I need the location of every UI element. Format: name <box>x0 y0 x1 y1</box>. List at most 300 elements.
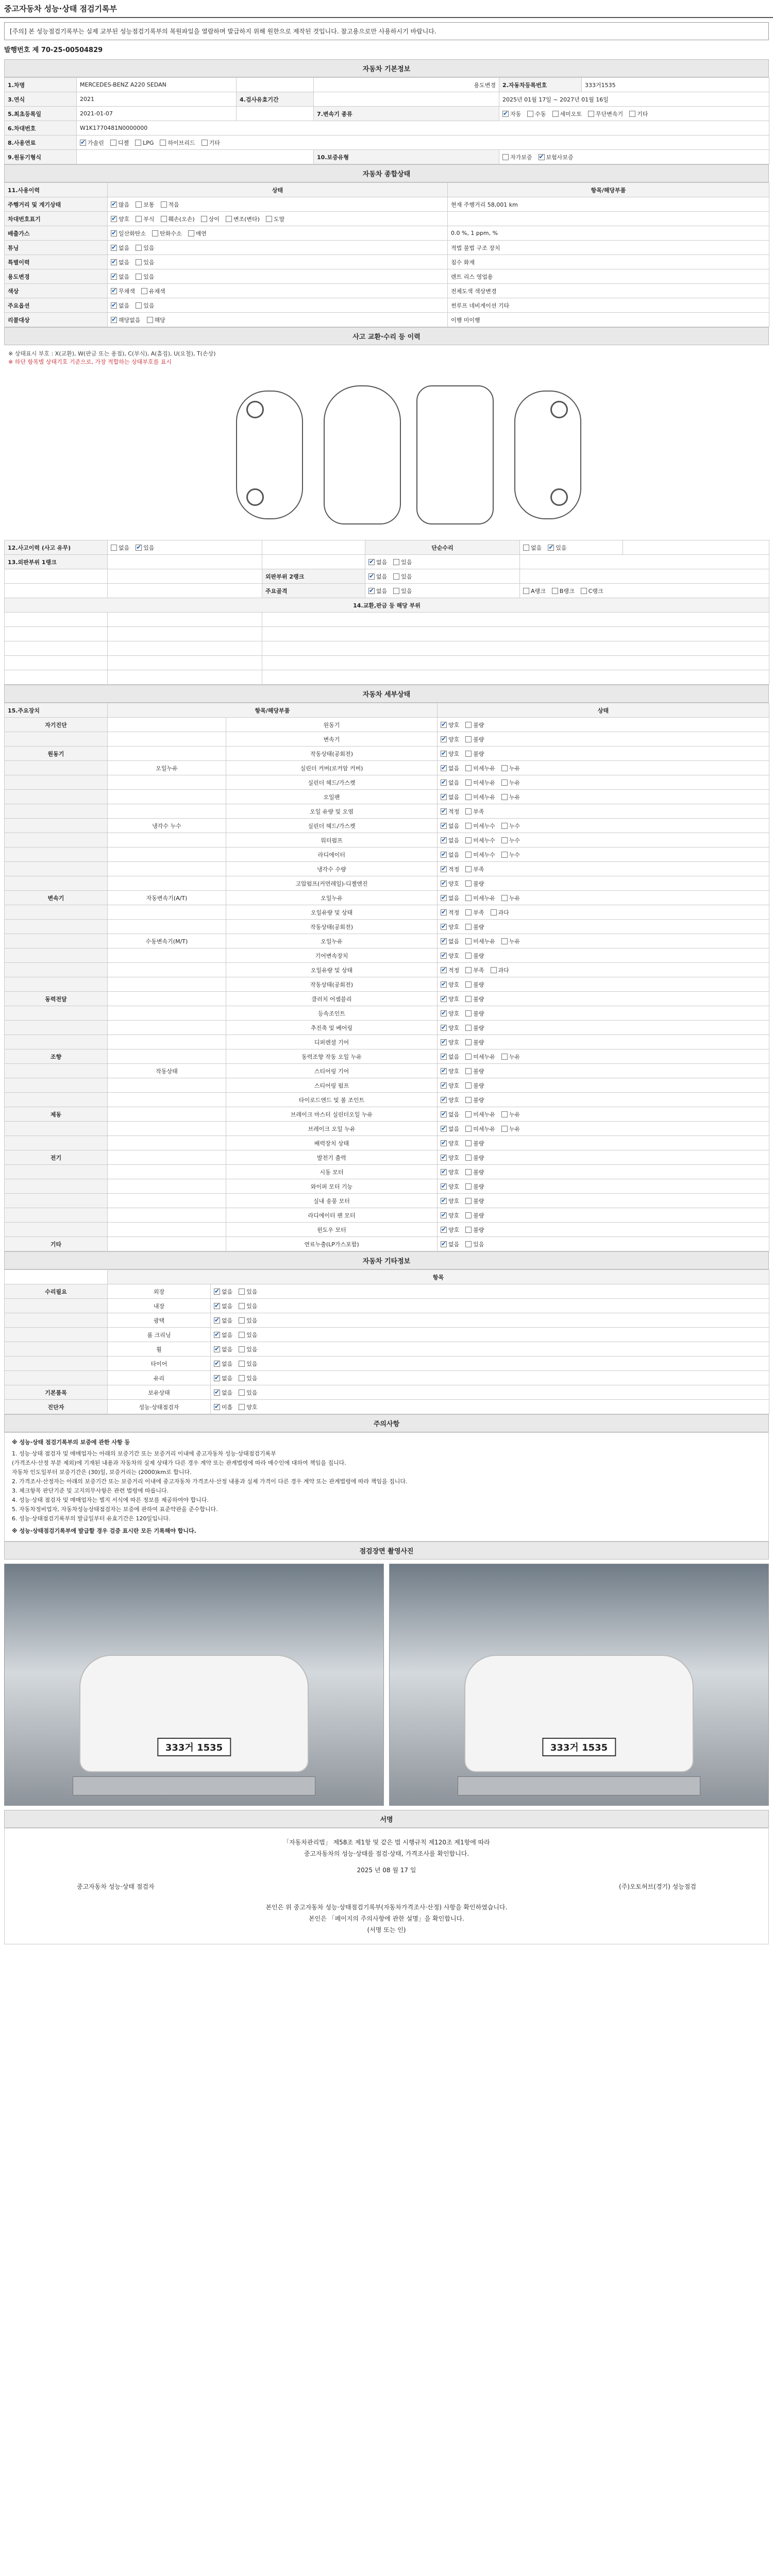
sub-label <box>108 1078 226 1093</box>
table-row <box>5 1208 769 1223</box>
item-label: 라디에이터 팬 모터 <box>226 1208 438 1223</box>
checkbox[interactable] <box>465 793 495 801</box>
checkbox[interactable] <box>491 908 509 917</box>
checkbox[interactable] <box>441 721 459 729</box>
checkbox[interactable] <box>441 1053 459 1061</box>
checkbox-label: 일산화탄소 <box>119 230 146 237</box>
checkbox[interactable] <box>441 1197 459 1205</box>
checkbox-label: 기타 <box>209 139 220 146</box>
checkbox-label: 불량 <box>473 1168 484 1176</box>
checkbox[interactable] <box>465 822 495 830</box>
checkbox[interactable] <box>581 587 603 595</box>
checkbox[interactable] <box>441 1038 459 1046</box>
checkbox[interactable] <box>501 937 520 945</box>
photo-row <box>4 1564 769 1806</box>
table-row <box>5 313 769 327</box>
checkbox[interactable] <box>111 273 129 281</box>
checkbox[interactable] <box>465 952 484 960</box>
checkbox-label: 불량 <box>473 721 484 728</box>
checkbox[interactable] <box>441 793 459 801</box>
checkbox[interactable] <box>80 139 104 147</box>
row-label: 특별이력 <box>5 255 108 269</box>
checkbox[interactable] <box>136 301 154 310</box>
checkbox[interactable] <box>111 287 135 295</box>
checkbox[interactable] <box>441 1125 459 1133</box>
table-row <box>5 891 769 905</box>
checkbox[interactable] <box>465 995 484 1003</box>
checkbox[interactable] <box>441 923 459 931</box>
checkbox-label: B랭크 <box>559 587 575 595</box>
table-row <box>5 747 769 761</box>
checkbox[interactable] <box>188 229 207 238</box>
document-title: 중고자동차 성능·상태 점검기록부 <box>0 0 773 18</box>
group-label: 전기 <box>5 1150 108 1165</box>
column-header: 항목/해당부품 <box>448 183 769 197</box>
checkbox[interactable] <box>465 1096 484 1104</box>
sub-label <box>108 790 226 804</box>
checkbox-label: 없음 <box>448 779 460 786</box>
checkbox[interactable] <box>501 1053 520 1061</box>
checkbox-label: 해당없음 <box>119 316 141 324</box>
item-label: 실내 송풍 모터 <box>226 1194 438 1208</box>
row-detail <box>448 212 769 226</box>
checkbox[interactable] <box>214 1345 232 1353</box>
checkbox[interactable] <box>441 1154 459 1162</box>
car-diagram <box>4 370 769 540</box>
checkbox-label: 불량 <box>473 995 484 1003</box>
checkbox[interactable] <box>465 1110 495 1118</box>
checkbox-label: 있음 <box>401 558 412 566</box>
checkbox[interactable] <box>441 937 459 945</box>
checkbox[interactable] <box>111 215 129 223</box>
checkbox[interactable] <box>161 215 195 223</box>
checkbox[interactable] <box>441 1067 459 1075</box>
checkbox-label: 누수 <box>509 851 520 858</box>
checkbox-label: C랭크 <box>588 587 603 595</box>
item-label: 실린더 헤드/가스켓 <box>226 775 438 790</box>
checkbox[interactable] <box>465 966 484 974</box>
notes-title: ※ 성능·상태 점검기록부의 보증에 관한 사항 등 <box>12 1439 130 1446</box>
checkbox-label: 양호 <box>448 1010 460 1017</box>
row-detail: 현재 주행거리 58,001 km <box>448 197 769 212</box>
checkbox[interactable] <box>539 153 574 161</box>
row-label: 리콜대상 <box>5 313 108 327</box>
checkbox[interactable] <box>441 995 459 1003</box>
section-accident: 사고 교환·수리 등 이력 <box>4 327 769 345</box>
checkbox[interactable] <box>465 721 484 729</box>
checkbox-label: 양호 <box>246 1403 258 1411</box>
checkbox[interactable] <box>147 316 165 324</box>
checkbox[interactable] <box>465 894 495 902</box>
row-label: 튜닝 <box>5 241 108 255</box>
checkbox[interactable] <box>136 244 154 252</box>
label: 9.원동기형식 <box>5 150 77 164</box>
label: 13.외판부위 1랭크 <box>5 555 108 569</box>
sub-label: 오일누유 <box>108 761 226 775</box>
checkbox-label: 적정 <box>448 808 460 815</box>
checkbox[interactable] <box>111 544 129 552</box>
table-row <box>5 977 769 992</box>
checkbox[interactable] <box>502 110 521 118</box>
checkbox[interactable] <box>441 778 459 787</box>
checkbox[interactable] <box>214 1287 232 1296</box>
checkbox[interactable] <box>141 287 165 295</box>
checkbox[interactable] <box>441 1168 459 1176</box>
checkbox[interactable] <box>501 836 520 844</box>
checkbox-label: 양호 <box>448 1183 460 1190</box>
checkbox-label: 미세누유 <box>473 894 495 902</box>
checkbox[interactable] <box>441 1009 459 1018</box>
car-frame-view <box>416 385 494 524</box>
checkbox[interactable] <box>152 229 182 238</box>
front-photo <box>4 1564 384 1806</box>
checkbox[interactable] <box>214 1316 232 1325</box>
checkbox[interactable] <box>368 572 387 581</box>
checkbox[interactable] <box>465 1168 484 1176</box>
checkbox[interactable] <box>523 587 546 595</box>
checkbox-label: 없음 <box>119 259 130 266</box>
checkbox-label: 있음 <box>246 1375 258 1382</box>
checkbox[interactable] <box>239 1360 257 1368</box>
checkbox[interactable] <box>368 587 387 595</box>
table-row <box>5 1150 769 1165</box>
checkbox[interactable] <box>501 894 520 902</box>
checkbox[interactable] <box>502 153 532 161</box>
checkbox[interactable] <box>465 1182 484 1191</box>
checkbox[interactable] <box>465 908 484 917</box>
row-label: 주행거리 및 계기상태 <box>5 197 108 212</box>
table-row <box>5 1328 769 1342</box>
item-label: 스티어링 기어 <box>226 1064 438 1078</box>
notice: [주의] 본 성능점검기록부는 실제 교부된 성능점검기록부의 복원파일을 열람하며 발급하지 위해 원한으로 제작된 것입니다. 참고용으로만 사용하시기 바랍니다. <box>4 22 769 40</box>
table-row <box>5 1122 769 1136</box>
checkbox[interactable] <box>465 1139 484 1147</box>
checkbox[interactable] <box>441 750 459 758</box>
checkbox[interactable] <box>501 822 520 830</box>
checkbox[interactable] <box>465 1067 484 1075</box>
checkbox-label: 양호 <box>448 952 460 959</box>
checkbox[interactable] <box>501 1110 520 1118</box>
group-label <box>5 732 108 747</box>
label: 8.사용연료 <box>5 135 77 150</box>
checkbox[interactable] <box>214 1388 232 1397</box>
table-row <box>5 284 769 298</box>
table-row <box>5 804 769 819</box>
checkbox[interactable] <box>465 764 495 772</box>
checkbox-label: 있음 <box>246 1317 258 1324</box>
item-label: 룸 크리닝 <box>108 1328 211 1342</box>
checkbox[interactable] <box>441 865 459 873</box>
checkbox[interactable] <box>441 807 459 816</box>
checkbox[interactable] <box>239 1388 257 1397</box>
label: 14.교환,판금 등 해당 부위 <box>5 598 769 613</box>
checkbox[interactable] <box>441 1240 459 1248</box>
note-line: 4. 성능·상태 점검자 및 매매업자는 별지 서식에 따른 정보를 제공하여야 합니다. <box>12 1497 209 1503</box>
group-label: 동력전달 <box>5 992 108 1006</box>
checkbox-label: 불량 <box>473 1067 484 1075</box>
checkbox[interactable] <box>110 139 129 147</box>
table-row <box>5 1299 769 1313</box>
note-line: 2. 가격조사·산정자는 아래의 보증기간 또는 보증거리 이내에 중고자동차 가격조사·산정 내용과 실제 가격이 다른 경우 계약 또는 관계법령에 따라 책임을 집니다. <box>12 1478 408 1485</box>
checkbox-label: 양호 <box>448 1082 460 1089</box>
checkbox[interactable] <box>465 937 495 945</box>
checkbox[interactable] <box>111 316 141 324</box>
column-header: 항목/해당부품 <box>108 703 438 718</box>
other-table <box>4 1269 769 1414</box>
checkbox-label: 미흡 <box>222 1403 233 1411</box>
checkbox-label: 없음 <box>448 1111 460 1118</box>
checkbox[interactable] <box>465 750 484 758</box>
checkbox[interactable] <box>239 1345 257 1353</box>
item-label: 외장 <box>108 1284 211 1299</box>
checkbox[interactable] <box>111 301 129 310</box>
checkbox[interactable] <box>465 1125 495 1133</box>
checkbox[interactable] <box>465 1211 484 1219</box>
sub-label <box>108 848 226 862</box>
sub-label <box>108 1150 226 1165</box>
legend-text: ※ 하단 항목별 상태기호 기준으로, 가장 적합하는 상태부호를 표시 <box>8 359 172 365</box>
table-row <box>5 920 769 934</box>
checkbox-label: 없음 <box>448 822 460 829</box>
checkbox[interactable] <box>441 1226 459 1234</box>
checkbox[interactable] <box>588 110 623 118</box>
checkbox-label: 불량 <box>473 1082 484 1089</box>
checkbox[interactable] <box>111 244 129 252</box>
checkbox[interactable] <box>266 215 284 223</box>
group-label <box>5 1313 108 1328</box>
checkbox[interactable] <box>441 1139 459 1147</box>
checkbox[interactable] <box>465 836 495 844</box>
checkbox[interactable] <box>441 879 459 888</box>
checkbox[interactable] <box>441 1024 459 1032</box>
checkbox[interactable] <box>214 1331 232 1339</box>
checkbox[interactable] <box>501 1125 520 1133</box>
sub-label: 작동상태 <box>108 1064 226 1078</box>
sub-label <box>108 1165 226 1179</box>
table-row <box>5 1385 769 1400</box>
checkbox[interactable] <box>201 139 220 147</box>
checkbox[interactable] <box>136 273 154 281</box>
item-label: 실린더 커버(로커암 커버) <box>226 761 438 775</box>
table-row <box>5 775 769 790</box>
checkbox[interactable] <box>441 1096 459 1104</box>
label: 2.자동차등록번호 <box>499 78 582 92</box>
checkbox[interactable] <box>135 140 154 146</box>
checkbox[interactable] <box>160 139 195 147</box>
checkbox[interactable] <box>465 879 484 888</box>
sub-label <box>108 775 226 790</box>
checkbox[interactable] <box>214 1403 232 1411</box>
checkbox[interactable] <box>239 1374 257 1382</box>
column-header: 11.사용이력 <box>5 183 108 197</box>
item-label: 고압펌프(커먼레일)-디젤엔진 <box>226 876 438 891</box>
checkbox[interactable] <box>552 110 582 118</box>
checkbox[interactable] <box>214 1360 232 1368</box>
checkbox[interactable] <box>136 258 154 266</box>
checkbox-label: 부족 <box>473 967 484 974</box>
table-row <box>5 1223 769 1237</box>
checkbox-label: 보험사보증 <box>546 154 574 161</box>
checkbox[interactable] <box>491 966 509 974</box>
checkbox[interactable] <box>465 1226 484 1234</box>
wheel-icon <box>246 488 264 506</box>
repair-options <box>520 540 623 555</box>
checkbox-label: 불량 <box>473 1154 484 1161</box>
checkbox[interactable] <box>239 1287 257 1296</box>
column-header: 상태 <box>438 703 769 718</box>
checkbox-label: 자가보증 <box>510 154 532 161</box>
checkbox[interactable] <box>523 544 542 552</box>
sub-label <box>108 1035 226 1049</box>
checkbox[interactable] <box>527 110 546 118</box>
row-detail: 전체도색 색상변경 <box>448 284 769 298</box>
table-row <box>5 963 769 977</box>
checkbox-label: 과다 <box>498 909 509 916</box>
checkbox[interactable] <box>501 793 520 801</box>
checkbox-label: 누수 <box>509 822 520 829</box>
checkbox[interactable] <box>441 952 459 960</box>
checkbox-label: 있음 <box>473 1241 484 1248</box>
sign-text: 본인은 「페이지의 주의사항에 관한 설명」을 확인합니다. <box>309 1915 464 1922</box>
checkbox[interactable] <box>441 1081 459 1090</box>
section-photos: 점검장면 촬영사진 <box>4 1541 769 1560</box>
checkbox-label: 없음 <box>448 894 460 902</box>
sub-label <box>108 992 226 1006</box>
checkbox[interactable] <box>368 558 387 566</box>
checkbox-label: 무채색 <box>119 287 135 295</box>
item-label: 배력장치 상태 <box>226 1136 438 1150</box>
checkbox[interactable] <box>441 1211 459 1219</box>
checkbox[interactable] <box>201 215 220 223</box>
label: 10.보증유형 <box>314 150 499 164</box>
checkbox[interactable] <box>161 200 179 209</box>
checkbox[interactable] <box>465 851 495 859</box>
checkbox[interactable] <box>111 229 146 238</box>
checkbox[interactable] <box>465 1053 495 1061</box>
checkbox[interactable] <box>136 200 154 209</box>
item-label: 오일누유 <box>226 934 438 948</box>
checkbox[interactable] <box>629 110 648 118</box>
group-label <box>5 876 108 891</box>
table-row <box>5 1035 769 1049</box>
checkbox-label: 불량 <box>473 952 484 959</box>
group-label <box>5 819 108 833</box>
label: 용도변경 <box>314 78 499 92</box>
checkbox[interactable] <box>465 778 495 787</box>
checkbox-label: 유채색 <box>148 287 165 295</box>
checkbox[interactable] <box>441 836 459 844</box>
signature-field[interactable]: (서명 또는 인) <box>367 1926 406 1934</box>
checkbox[interactable] <box>552 587 575 595</box>
checkbox[interactable] <box>441 851 459 859</box>
checkbox[interactable] <box>441 980 459 989</box>
checkbox[interactable] <box>239 1331 257 1339</box>
checkbox-label: 없음 <box>119 302 130 309</box>
item-label: 디퍼렌셜 기어 <box>226 1035 438 1049</box>
checkbox[interactable] <box>441 1182 459 1191</box>
checkbox[interactable] <box>226 215 260 223</box>
checkbox[interactable] <box>501 764 520 772</box>
checkbox[interactable] <box>501 851 520 859</box>
checkbox[interactable] <box>465 923 484 931</box>
checkbox-label: 누유 <box>509 779 520 786</box>
checkbox-label: 불량 <box>473 736 484 743</box>
checkbox[interactable] <box>465 865 484 873</box>
item-label: 동력조향 작동 오일 누유 <box>226 1049 438 1064</box>
group-label <box>5 1078 108 1093</box>
checkbox[interactable] <box>136 544 154 552</box>
item-label: 실린더 헤드/가스켓 <box>226 819 438 833</box>
group-label <box>5 848 108 862</box>
checkbox[interactable] <box>441 894 459 902</box>
checkbox[interactable] <box>214 1302 232 1310</box>
checkbox[interactable] <box>441 908 459 917</box>
table-row <box>5 718 769 732</box>
checkbox[interactable] <box>465 1038 484 1046</box>
checkbox-label: 누유 <box>509 1125 520 1132</box>
checkbox-label: 자동 <box>510 110 522 117</box>
basic-table <box>4 77 769 164</box>
value: W1K1770481N0000000 <box>77 121 769 135</box>
checkbox-label: 있음 <box>143 259 155 266</box>
checkbox[interactable] <box>214 1374 232 1382</box>
checkbox[interactable] <box>465 1240 484 1248</box>
checkbox-label: 많음 <box>119 201 130 208</box>
checkbox[interactable] <box>465 735 484 743</box>
sub-label <box>108 1107 226 1122</box>
checkbox[interactable] <box>393 587 412 595</box>
checkbox[interactable] <box>441 1110 459 1118</box>
value: 333거1535 <box>582 78 769 92</box>
checkbox-label: 없음 <box>448 1125 460 1132</box>
checkbox[interactable] <box>136 215 154 223</box>
section-state: 자동차 종합상태 <box>4 164 769 182</box>
checkbox-label: 없음 <box>222 1346 233 1353</box>
checkbox[interactable] <box>465 1197 484 1205</box>
checkbox[interactable] <box>465 980 484 989</box>
group-label: 기타 <box>5 1237 108 1251</box>
checkbox[interactable] <box>239 1302 257 1310</box>
checkbox[interactable] <box>465 1009 484 1018</box>
sub-label <box>108 1006 226 1021</box>
checkbox[interactable] <box>111 258 129 266</box>
checkbox-label: 미세누수 <box>473 822 495 829</box>
checkbox[interactable] <box>393 572 412 581</box>
note-line: 1. 성능·상태 점검자 및 매매업자는 아래의 보증기간 또는 보증거리 이내에 중고자동차 성능·상태점검기록부 <box>12 1450 276 1457</box>
checkbox[interactable] <box>441 764 459 772</box>
legend <box>8 349 765 366</box>
checkbox[interactable] <box>548 544 566 552</box>
checkbox[interactable] <box>441 822 459 830</box>
checkbox[interactable] <box>501 778 520 787</box>
checkbox[interactable] <box>465 807 484 816</box>
checkbox[interactable] <box>239 1403 257 1411</box>
value: 2021 <box>77 92 237 107</box>
checkbox[interactable] <box>441 735 459 743</box>
item-label: 내장 <box>108 1299 211 1313</box>
group-label <box>5 1093 108 1107</box>
checkbox-label: 양호 <box>448 1096 460 1104</box>
table-row <box>5 1049 769 1064</box>
checkbox[interactable] <box>111 200 129 209</box>
checkbox[interactable] <box>465 1154 484 1162</box>
checkbox[interactable] <box>465 1081 484 1090</box>
item-label: 오일 유량 및 오염 <box>226 804 438 819</box>
checkbox[interactable] <box>393 558 412 566</box>
checkbox[interactable] <box>239 1316 257 1325</box>
checkbox[interactable] <box>465 1024 484 1032</box>
checkbox[interactable] <box>441 966 459 974</box>
